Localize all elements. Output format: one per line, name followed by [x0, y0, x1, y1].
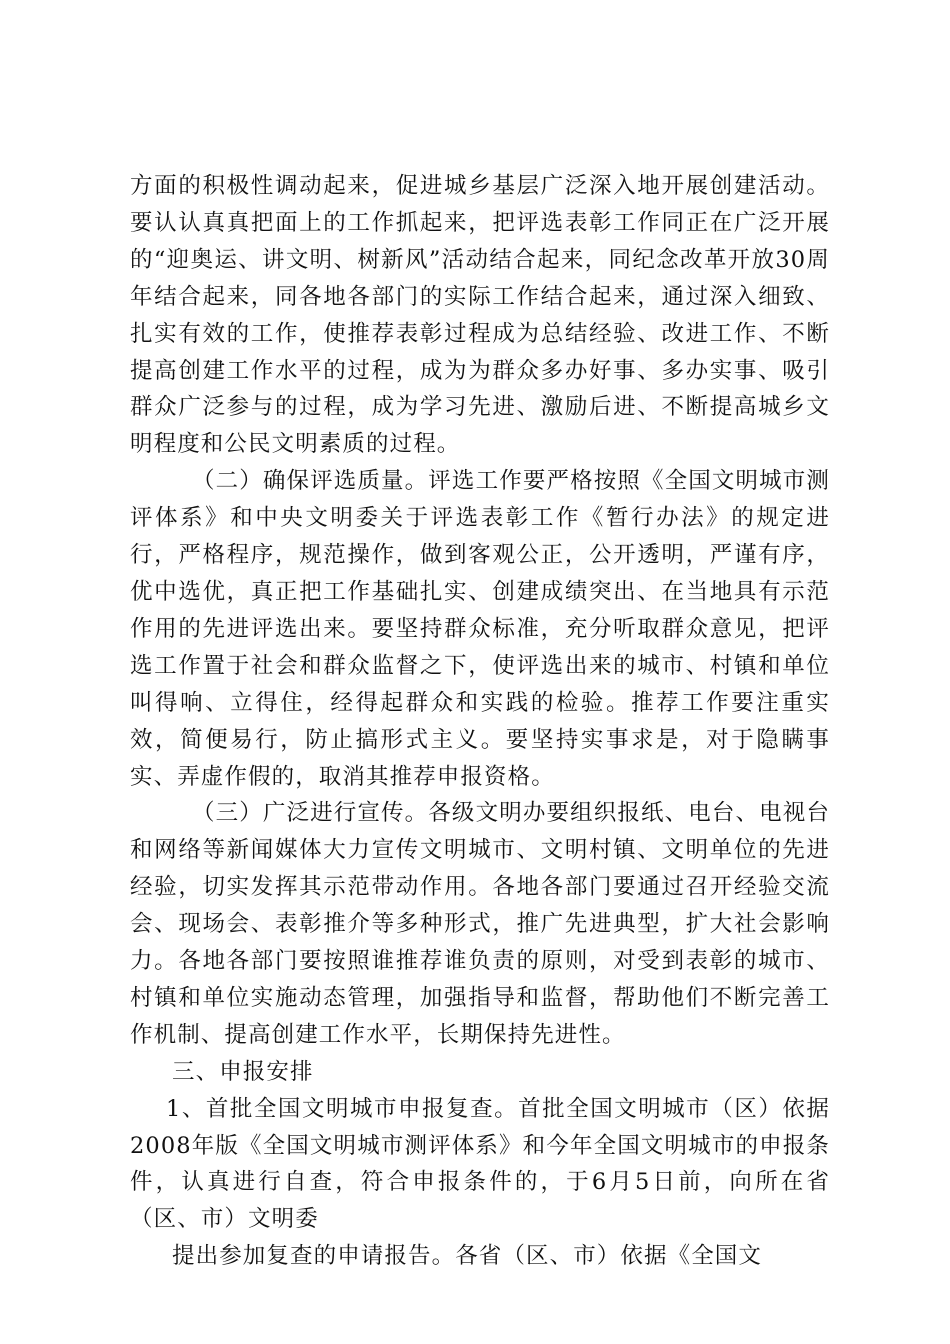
paragraph-first-batch-review: 1、首批全国文明城市申报复查。首批全国文明城市（区）依据2008年版《全国文明城市测评体系》和今年全国文明城市的申报条件，认真进行自查，符合申报条件的，于6月5日前，向所在省（区、市）文明委: [130, 1095, 830, 1233]
paragraph-submit-application: 提出参加复查的申请报告。各省（区、市）依据《全国文: [172, 1243, 763, 1270]
paragraph-continuation: 方面的积极性调动起来，促进城乡基层广泛深入地开展创建活动。要认认真真把面上的工作抓起来，把评选表彰工作同正在广泛开展的“迎奥运、讲文明、树新风”活动结合起来，同纪念改革开放30周年结合起来，同各地各部门的实际工作结合起来，通过深入细致、扎实有效的工作，使推荐表彰过程成为总结经验、改进工作、不断提高创建工作水平的过程，成为为群众多办好事、多办实事、吸引群众广泛参与的过程，成为学习先进、激励后进、不断提高城乡文明程度和公民文明素质的过程。: [130, 173, 830, 458]
paragraph-publicity: （三）广泛进行宣传。各级文明办要组织报纸、电台、电视台和网络等新闻媒体大力宣传文明城市、文明村镇、文明单位的先进经验，切实发挥其示范带动作用。各地各部门要通过召开经验交流会、现场会、表彰推介等多种形式，推广先进典型，扩大社会影响力。各地各部门要按照谁推荐谁负责的原则，对受到表彰的城市、村镇和单位实施动态管理，加强指导和监督，帮助他们不断完善工作机制、提高创建工作水平，长期保持先进性。: [130, 800, 830, 1048]
document-body: [130, 168, 830, 1275]
section-heading-application-arrangement: 三、申报安排: [172, 1058, 314, 1085]
paragraph-ensure-quality: （二）确保评选质量。评选工作要严格按照《全国文明城市测评体系》和中央文明委关于评选表彰工作《暂行办法》的规定进行，严格程序，规范操作，做到客观公正，公开透明，严谨有序，优中选优，真正把工作基础扎实、创建成绩突出、在当地具有示范作用的先进评选出来。要坚持群众标准，充分听取群众意见，把评选工作置于社会和群众监督之下，使评选出来的城市、村镇和单位叫得响、立得住，经得起群众和实践的检验。推荐工作要注重实效，简便易行，防止搞形式主义。要坚持实事求是，对于隐瞒事实、弄虚作假的，取消其推荐申报资格。: [130, 468, 830, 790]
